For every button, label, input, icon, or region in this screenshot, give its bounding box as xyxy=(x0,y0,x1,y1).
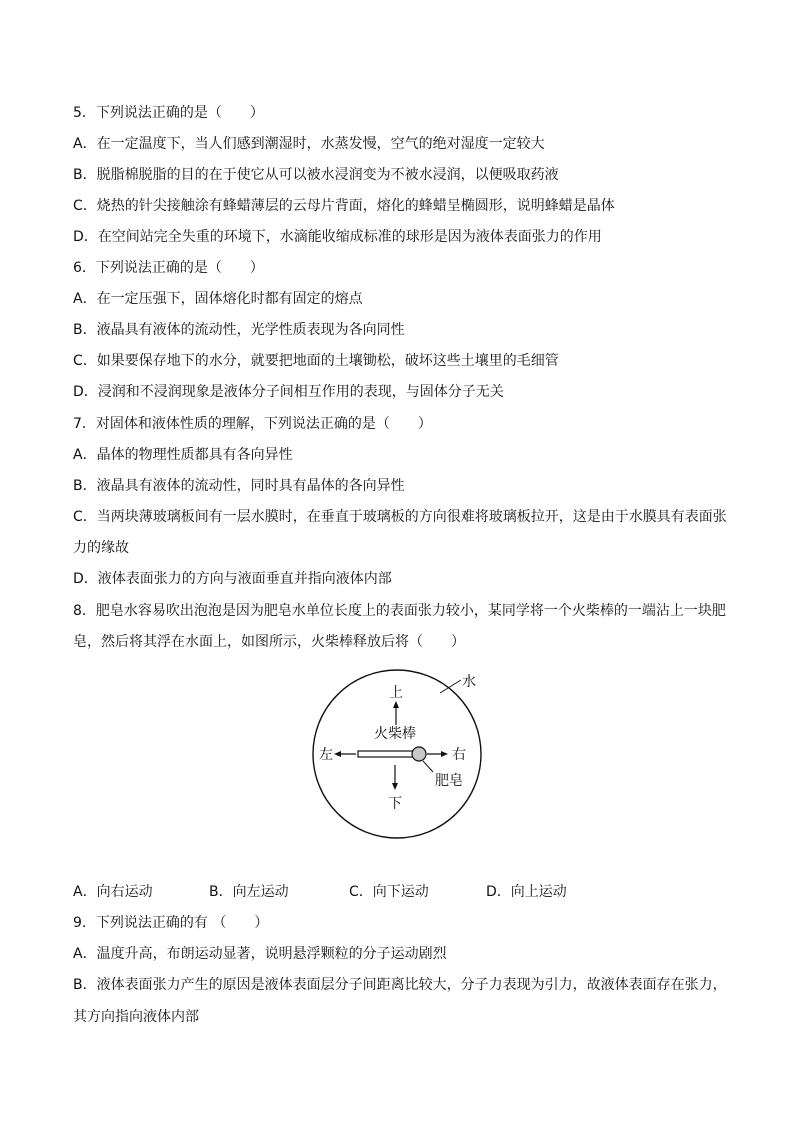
water-leader-line xyxy=(440,680,461,693)
q8-option-b: B．向左运动 xyxy=(209,884,289,900)
q7-option-a: A．晶体的物理性质都具有各向异性 xyxy=(73,447,293,463)
down-label: 下 xyxy=(388,796,402,812)
q5-option-d: D．在空间站完全失重的环境下，水滴能收缩成标准的球形是因为液体表面张力的作用 xyxy=(73,229,602,245)
q9-option-b-line1: B．液体表面张力产生的原因是液体表面层分子间距离比较大，分子力表现为引力，故液体表面存在张力， xyxy=(73,977,727,993)
match-label: 火柴棒 xyxy=(374,726,416,742)
q6-option-d: D．浸润和不浸润现象是液体分子间相互作用的表现，与固体分子无关 xyxy=(73,384,504,400)
match-stick xyxy=(358,751,413,757)
soap-label: 肥皂 xyxy=(435,773,463,789)
q6-option-a: A．在一定压强下，固体熔化时都有固定的熔点 xyxy=(73,291,363,307)
q7-option-d: D．液体表面张力的方向与液面垂直并指向液体内部 xyxy=(73,571,392,587)
q6-option-c: C．如果要保存地下的水分，就要把地面的土壤锄松，破坏这些土壤里的毛细管 xyxy=(73,353,559,369)
q6-stem: 6．下列说法正确的是（ ） xyxy=(73,260,264,276)
q5-option-c: C．烧热的针尖接触涂有蜂蜡薄层的云母片背面，熔化的蜂蜡呈椭圆形，说明蜂蜡是晶体 xyxy=(73,198,615,214)
down-arrow-head xyxy=(392,783,398,790)
q5-option-a: A．在一定温度下，当人们感到潮湿时，水蒸发慢，空气的绝对湿度一定较大 xyxy=(73,136,545,152)
water-label: 水 xyxy=(462,674,476,690)
q7-option-b: B．液晶具有液体的流动性，同时具有晶体的各向异性 xyxy=(73,478,405,494)
q9-option-b-line2: 其方向指向液体内部 xyxy=(73,1009,199,1025)
up-label: 上 xyxy=(389,685,403,701)
q8-stem-line2: 皂，然后将其浮在水面上，如图所示，火柴棒释放后将（ ） xyxy=(73,634,465,650)
q6-option-b: B．液晶具有液体的流动性，光学性质表现为各向同性 xyxy=(73,322,405,338)
left-arrow-head xyxy=(334,751,341,757)
q8-stem-line1: 8．肥皂水容易吹出泡泡是因为肥皂水单位长度上的表面张力较小，某同学将一个火柴棒的一端沾上一块肥 xyxy=(73,603,726,619)
right-arrow-head xyxy=(441,751,448,757)
q9-stem: 9．下列说法正确的有 （ ） xyxy=(73,915,269,931)
soap-ball xyxy=(412,747,426,761)
q8-option-d: D．向上运动 xyxy=(486,884,567,900)
q7-option-c-line2: 力的缘故 xyxy=(73,540,129,556)
q8-option-c: C．向下运动 xyxy=(349,884,429,900)
q5-stem: 5．下列说法正确的是（ ） xyxy=(73,105,264,121)
q7-stem: 7．对固体和液体性质的理解，下列说法正确的是（ ） xyxy=(73,416,432,432)
q8-figure xyxy=(0,660,793,860)
left-label: 左 xyxy=(319,747,333,763)
q7-option-c-line1: C．当两块薄玻璃板间有一层水膜时，在垂直于玻璃板的方向很难将玻璃板拉开，这是由于水膜具有表面张 xyxy=(73,509,727,525)
q8-option-a: A．向右运动 xyxy=(73,884,153,900)
q9-option-a: A．温度升高，布朗运动显著，说明悬浮颗粒的分子运动剧烈 xyxy=(73,946,447,962)
soap-leader-line xyxy=(423,761,433,772)
up-arrow-head xyxy=(393,701,399,708)
q5-option-b: B．脱脂棉脱脂的目的在于使它从可以被水浸润变为不被水浸润，以便吸取药液 xyxy=(73,167,559,183)
right-label: 右 xyxy=(452,747,466,763)
